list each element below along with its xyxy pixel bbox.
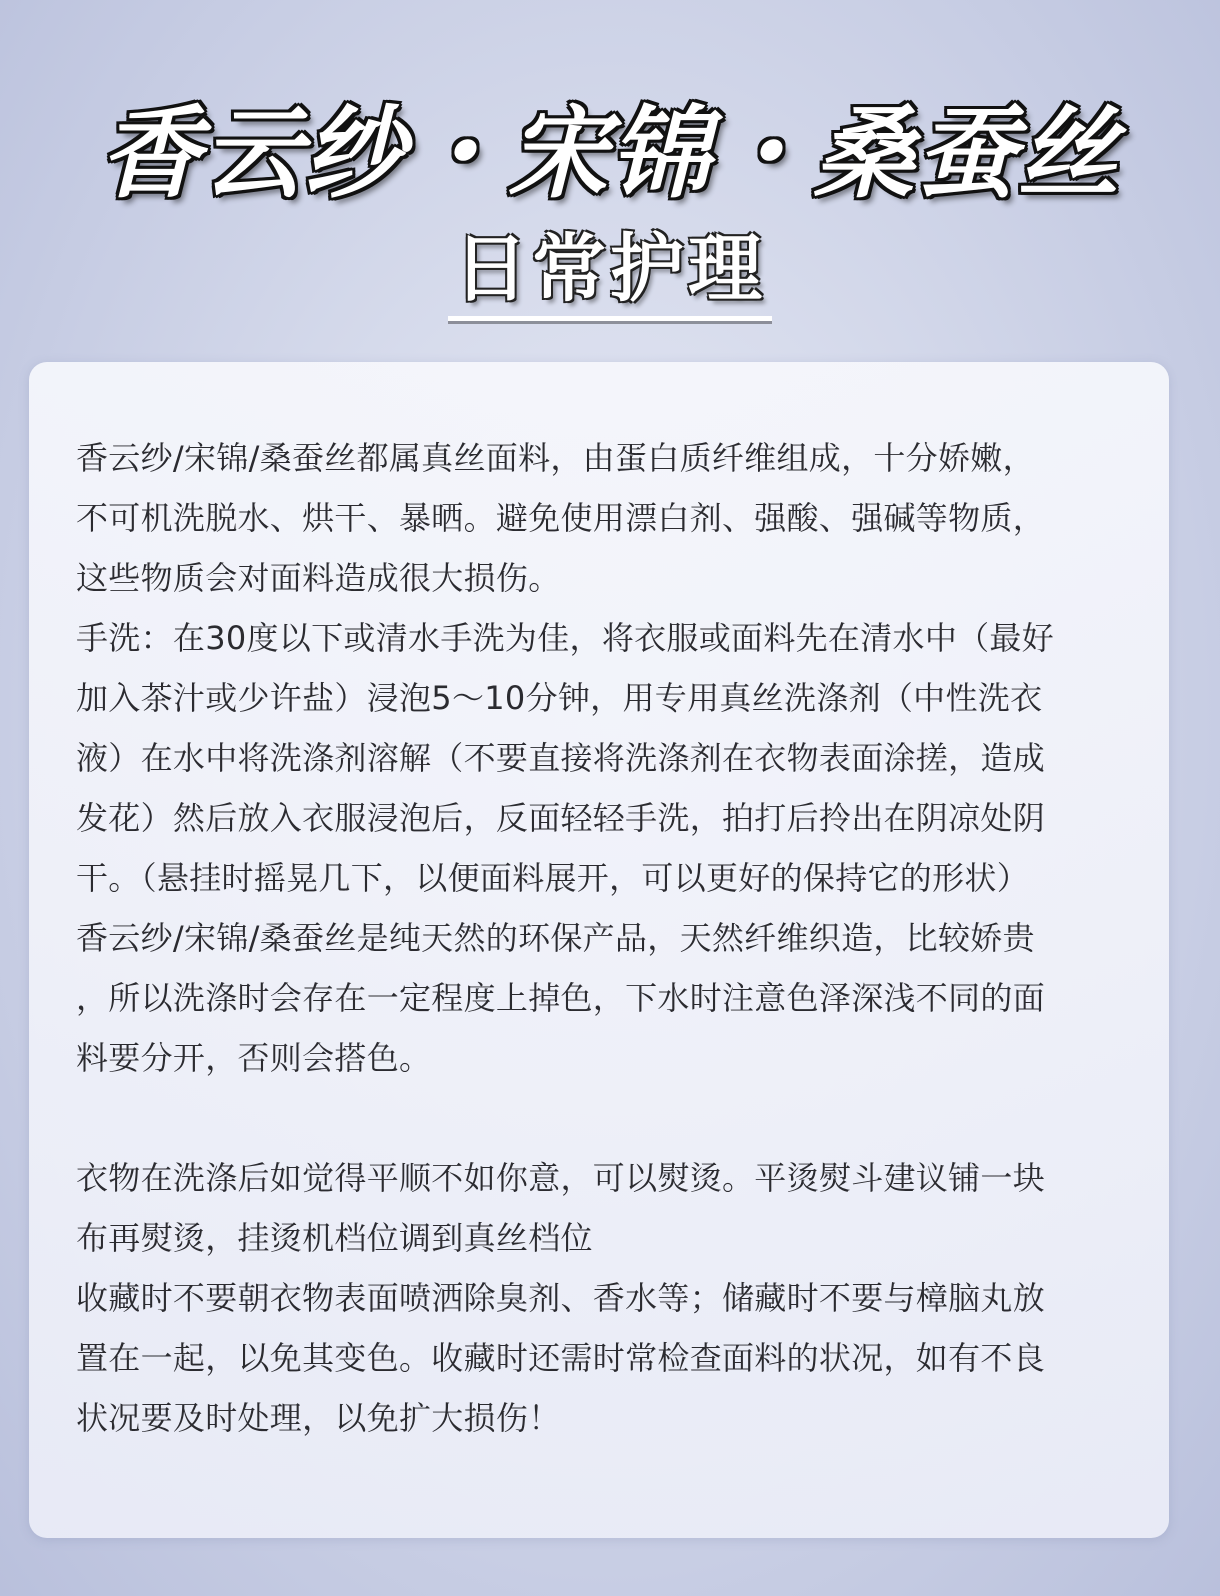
text-line: 加入茶汁或少许盐）浸泡5～10分钟，用专用真丝洗涤剂（中性洗衣 xyxy=(76,679,1043,717)
text-line: 手洗：在30度以下或清水手洗为佳，将衣服或面料先在清水中（最好 xyxy=(76,619,1055,657)
text-line: 液）在水中将洗涤剂溶解（不要直接将洗涤剂在衣物表面涂搓，造成 xyxy=(76,739,1046,777)
text-line: 置在一起，以免其变色。收藏时还需时常检查面料的状况，如有不良 xyxy=(76,1339,1046,1377)
text-line: 发花）然后放入衣服浸泡后，反面轻轻手洗，拍打后拎出在阴凉处阴 xyxy=(76,799,1046,837)
text-line: 香云纱/宋锦/桑蚕丝是纯天然的环保产品，天然纤维织造，比较娇贵 xyxy=(76,919,1035,957)
care-instructions-text xyxy=(76,428,1156,1448)
subtitle-wrap xyxy=(0,226,1220,321)
text-line: ，所以洗涤时会存在一定程度上掉色，下水时注意色泽深浅不同的面 xyxy=(76,979,1046,1017)
text-line: 不可机洗脱水、烘干、暴晒。避免使用漂白剂、强酸、强碱等物质， xyxy=(76,499,1046,537)
text-line: 香云纱/宋锦/桑蚕丝都属真丝面料，由蛋白质纤维组成，十分娇嫩， xyxy=(76,439,1035,477)
header xyxy=(0,0,1220,340)
text-line: 干。（悬挂时摇晃几下，以便面料展开，可以更好的保持它的形状） xyxy=(76,859,1030,897)
text-line: 衣物在洗涤后如觉得平顺不如你意，可以熨烫。平烫熨斗建议铺一块 xyxy=(76,1159,1046,1197)
text-line: 料要分开，否则会搭色。 xyxy=(76,1039,432,1077)
page-subtitle: 日常护理 xyxy=(448,226,772,321)
blank-line xyxy=(76,1088,1156,1148)
text-line: 状况要及时处理，以免扩大损伤！ xyxy=(76,1399,561,1437)
text-line: 这些物质会对面料造成很大损伤。 xyxy=(76,559,561,597)
page-title: 香云纱・宋锦・桑蚕丝 xyxy=(100,94,1120,212)
text-line: 布再熨烫，挂烫机档位调到真丝档位 xyxy=(76,1219,593,1257)
text-line: 收藏时不要朝衣物表面喷洒除臭剂、香水等；储藏时不要与樟脑丸放 xyxy=(76,1279,1046,1317)
